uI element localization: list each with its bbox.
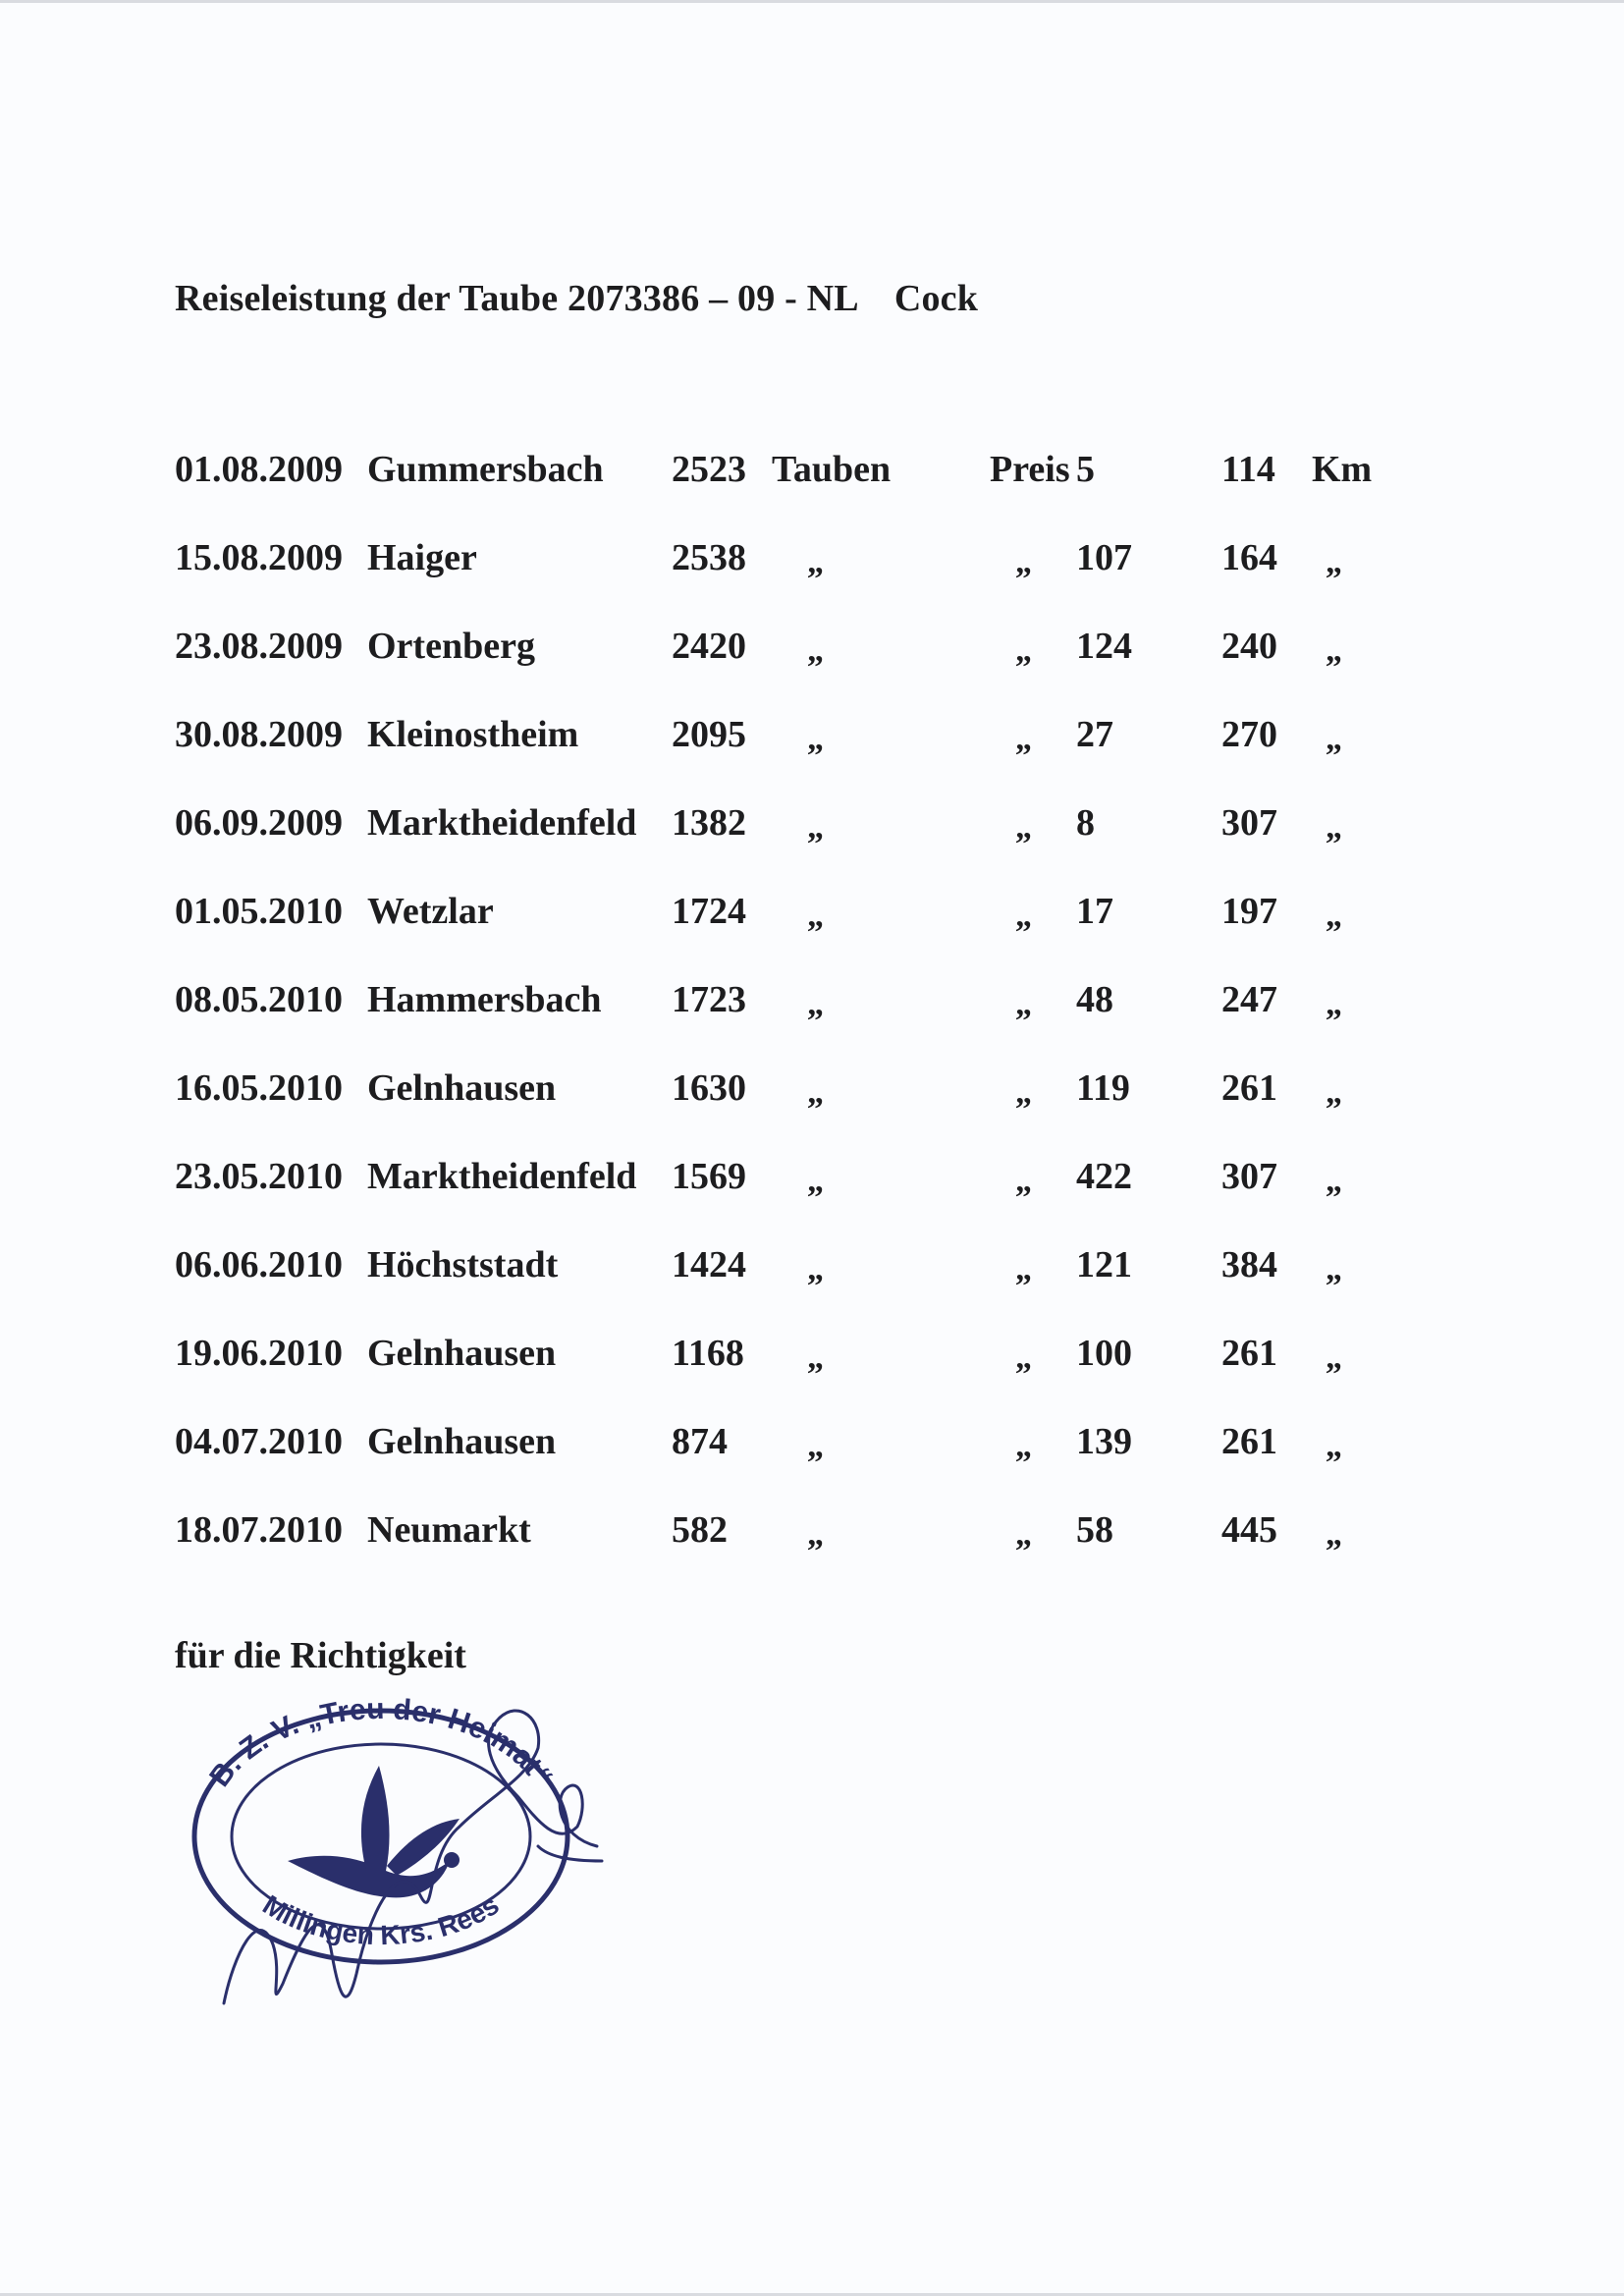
bird-count: 1724	[672, 891, 746, 932]
distance-km: 270	[1221, 714, 1277, 755]
ditto-km-unit: „	[1326, 986, 1342, 1022]
title-sex: Cock	[893, 278, 979, 319]
distance-km: 261	[1221, 1421, 1277, 1462]
ditto-birds-unit: „	[807, 986, 824, 1022]
ditto-prize-label: „	[1015, 1339, 1032, 1376]
distance-km: 197	[1221, 891, 1277, 932]
bird-count: 2538	[672, 537, 746, 578]
bird-count: 1382	[672, 802, 746, 844]
table-row	[0, 625, 1624, 683]
release-point: Gummersbach	[367, 449, 604, 490]
ditto-birds-unit: „	[807, 721, 824, 757]
distance-km: 240	[1221, 626, 1277, 667]
bird-count: 1168	[672, 1333, 744, 1374]
flight-date: 19.06.2010	[175, 1333, 343, 1374]
release-point: Neumarkt	[367, 1509, 531, 1551]
ditto-prize-label: „	[1015, 1163, 1032, 1199]
flight-date: 30.08.2009	[175, 714, 343, 755]
ditto-prize-label: „	[1015, 1428, 1032, 1464]
ditto-km-unit: „	[1326, 632, 1342, 669]
ditto-birds-unit: „	[807, 544, 824, 580]
bird-count: 2420	[672, 626, 746, 667]
table-row	[0, 978, 1624, 1037]
flight-date: 08.05.2010	[175, 979, 343, 1020]
ditto-prize-label: „	[1015, 721, 1032, 757]
ditto-prize-label: „	[1015, 986, 1032, 1022]
flight-date: 06.09.2009	[175, 802, 343, 844]
club-stamp-and-signature	[165, 1660, 617, 2033]
prize-rank: 27	[1076, 714, 1113, 755]
ditto-km-unit: „	[1326, 1163, 1342, 1199]
ditto-km-unit: „	[1326, 1339, 1342, 1376]
ditto-prize-label: „	[1015, 1251, 1032, 1287]
ditto-birds-unit: „	[807, 1074, 824, 1111]
table-row	[0, 890, 1624, 949]
release-point: Marktheidenfeld	[367, 1156, 637, 1197]
distance-km: 261	[1221, 1333, 1277, 1374]
table-row	[0, 1066, 1624, 1125]
ditto-km-unit: „	[1326, 1074, 1342, 1111]
flight-date: 04.07.2010	[175, 1421, 343, 1462]
distance-km: 307	[1221, 802, 1277, 844]
stamp-top-text: B. Z. V. „Treu der Heimat“	[203, 1692, 560, 1793]
prize-rank: 48	[1076, 979, 1113, 1020]
prize-rank: 107	[1076, 537, 1132, 578]
release-point: Haiger	[367, 537, 477, 578]
flight-date: 01.08.2009	[175, 449, 343, 490]
prize-rank: 119	[1076, 1067, 1130, 1109]
table-row	[0, 1420, 1624, 1479]
release-point: Marktheidenfeld	[367, 802, 637, 844]
prize-label: Preis	[990, 449, 1070, 490]
ditto-km-unit: „	[1326, 1516, 1342, 1553]
distance-km: 114	[1221, 449, 1275, 490]
prize-rank: 422	[1076, 1156, 1132, 1197]
birds-unit-label: Tauben	[772, 449, 892, 490]
bird-count: 2095	[672, 714, 746, 755]
ditto-birds-unit: „	[807, 809, 824, 846]
ditto-birds-unit: „	[807, 898, 824, 934]
prize-rank: 5	[1076, 449, 1095, 490]
prize-rank: 139	[1076, 1421, 1132, 1462]
footer-certification: für die Richtigkeit	[175, 1635, 466, 1676]
ditto-prize-label: „	[1015, 809, 1032, 846]
prize-rank: 58	[1076, 1509, 1113, 1551]
prize-rank: 8	[1076, 802, 1095, 844]
ditto-km-unit: „	[1326, 721, 1342, 757]
flight-date: 18.07.2010	[175, 1509, 343, 1551]
distance-km: 307	[1221, 1156, 1277, 1197]
bird-count: 1424	[672, 1244, 746, 1285]
ditto-prize-label: „	[1015, 632, 1032, 669]
release-point: Kleinostheim	[367, 714, 579, 755]
distance-km: 261	[1221, 1067, 1277, 1109]
distance-km: 247	[1221, 979, 1277, 1020]
table-row	[0, 801, 1624, 860]
prize-rank: 121	[1076, 1244, 1132, 1285]
ditto-km-unit: „	[1326, 898, 1342, 934]
release-point: Gelnhausen	[367, 1067, 557, 1109]
bird-count: 1630	[672, 1067, 746, 1109]
prize-rank: 124	[1076, 626, 1132, 667]
ditto-birds-unit: „	[807, 1163, 824, 1199]
km-unit-label: Km	[1312, 449, 1373, 490]
release-point: Gelnhausen	[367, 1333, 557, 1374]
bird-count: 1569	[672, 1156, 746, 1197]
ditto-prize-label: „	[1015, 1516, 1032, 1553]
table-row	[0, 1243, 1624, 1302]
release-point: Gelnhausen	[367, 1421, 557, 1462]
flight-date: 16.05.2010	[175, 1067, 343, 1109]
ditto-birds-unit: „	[807, 1428, 824, 1464]
bird-count: 582	[672, 1509, 728, 1551]
table-row	[0, 713, 1624, 772]
signature-tail	[538, 1846, 602, 1861]
release-point: Ortenberg	[367, 626, 535, 667]
bird-count: 2523	[672, 449, 746, 490]
title-main: Reiseleistung der Taube 2073386 – 09 - NL	[175, 278, 859, 319]
release-point: Höchststadt	[367, 1244, 559, 1285]
flight-date: 23.08.2009	[175, 626, 343, 667]
ditto-km-unit: „	[1326, 1251, 1342, 1287]
ditto-km-unit: „	[1326, 1428, 1342, 1464]
distance-km: 164	[1221, 537, 1277, 578]
ditto-birds-unit: „	[807, 632, 824, 669]
table-row	[0, 1332, 1624, 1391]
stamp-bottom-text: Millingen Krs. Rees	[257, 1888, 505, 1951]
bird-count: 1723	[672, 979, 746, 1020]
release-point: Wetzlar	[367, 891, 494, 932]
bird-count: 874	[672, 1421, 728, 1462]
flight-date: 01.05.2010	[175, 891, 343, 932]
ditto-km-unit: „	[1326, 809, 1342, 846]
ditto-prize-label: „	[1015, 544, 1032, 580]
flight-date: 15.08.2009	[175, 537, 343, 578]
ditto-birds-unit: „	[807, 1251, 824, 1287]
flight-date: 23.05.2010	[175, 1156, 343, 1197]
distance-km: 445	[1221, 1509, 1277, 1551]
prize-rank: 100	[1076, 1333, 1132, 1374]
distance-km: 384	[1221, 1244, 1277, 1285]
table-row	[0, 448, 1624, 507]
ditto-birds-unit: „	[807, 1339, 824, 1376]
table-row	[0, 1508, 1624, 1567]
ditto-prize-label: „	[1015, 1074, 1032, 1111]
ditto-birds-unit: „	[807, 1516, 824, 1553]
prize-rank: 17	[1076, 891, 1113, 932]
table-row	[0, 536, 1624, 595]
ditto-km-unit: „	[1326, 544, 1342, 580]
flight-date: 06.06.2010	[175, 1244, 343, 1285]
release-point: Hammersbach	[367, 979, 602, 1020]
ditto-prize-label: „	[1015, 898, 1032, 934]
table-row	[0, 1155, 1624, 1214]
